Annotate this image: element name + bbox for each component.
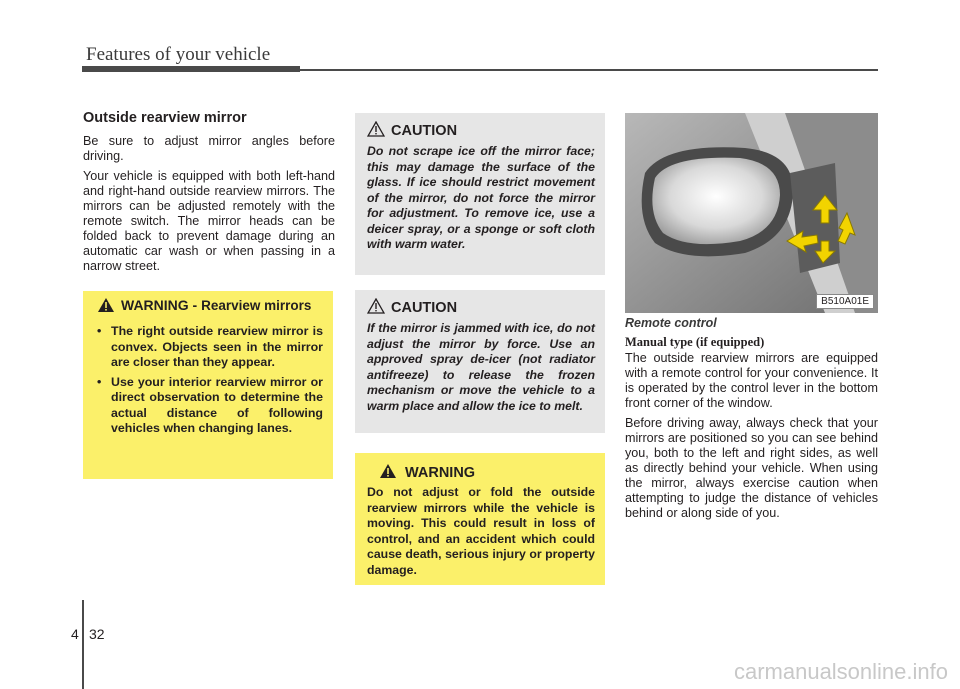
- mirror-illustration: [625, 113, 878, 313]
- footer-rule: [82, 600, 84, 689]
- warning-box-rearview: [83, 291, 333, 479]
- body-paragraph: Be sure to adjust mirror angles before driving.: [83, 134, 335, 163]
- caution-heading: [367, 121, 595, 141]
- warning-heading: [367, 463, 595, 483]
- subsection-subheading: Manual type (if equipped): [625, 335, 765, 349]
- caution-text: If the mirror is jammed with ice, do not adjust the mirror by force. Use an approved spray de-icer (not radiator antifreeze) to release the frozen mechanism or move the vehicle to a warm place and allow the ice to melt.: [367, 321, 595, 413]
- warning-subtitle: Rearview mirrors: [201, 298, 312, 313]
- warning-text: Do not adjust or fold the outside rearview mirrors while the vehicle is moving. This could result in loss of control, and an accident which could cause death, serious injury or property damage.: [367, 485, 595, 577]
- caution-text: Do not scrape ice off the mirror face; this may damage the surface of the glass. If ice should restrict movement of the mirror, do not force the mirror for adjustment. To remove ice, use a deicer spray, or a sponge or soft cloth with warm water.: [367, 144, 595, 251]
- warning-heading: [97, 297, 323, 316]
- caution-triangle-icon: [367, 121, 385, 141]
- header-rule-thin: [300, 69, 878, 71]
- left-column: [83, 110, 335, 279]
- page-number: 32: [89, 626, 105, 642]
- caution-triangle-icon: [367, 298, 385, 318]
- list-item: • Use your interior rearview mirror or direct observation to determine the actual distance of following vehicles when changing lanes.: [97, 375, 323, 437]
- chapter-number: 4: [71, 626, 79, 642]
- caution-title: CAUTION: [391, 300, 458, 316]
- watermark: carmanualsonline.info: [733, 659, 948, 684]
- caution-title: CAUTION: [391, 123, 458, 139]
- warning-box-moving: [355, 453, 605, 585]
- image-caption: B510A01E: [816, 294, 874, 309]
- subsection-heading: Remote control: [625, 316, 717, 330]
- warning-triangle-icon: [379, 463, 397, 483]
- right-column: [625, 316, 878, 526]
- mirror-photo: [625, 113, 878, 313]
- body-paragraph: Before driving away, always check that your mirrors are positioned so you can see behind you, both to the left and right sides, as well as directly behind your vehicle. When using the mirror, always exercise caution when attempting to judge the distance of vehicles behind or along side of you.: [625, 416, 878, 520]
- body-paragraph: Your vehicle is equipped with both left-hand and right-hand outside rearview mirrors. The mirrors can be adjusted remotely with the remote switch. The mirror heads can be folded back to prevent damage during an automatic car wash or when passing in a narrow street.: [83, 169, 335, 273]
- page-title: Features of your vehicle: [86, 44, 271, 65]
- caution-heading: [367, 298, 595, 318]
- header-rule-thick: [82, 66, 300, 72]
- caution-box-ice: [355, 113, 605, 275]
- warning-list: [97, 324, 323, 437]
- warning-triangle-icon: [97, 297, 115, 316]
- caution-box-jammed: [355, 290, 605, 433]
- section-heading: Outside rearview mirror: [83, 110, 247, 126]
- body-paragraph: The outside rearview mirrors are equipped with a remote control for your convenience. It is operated by the control lever in the bottom front corner of the window.: [625, 351, 878, 410]
- warning-label: WARNING -: [121, 297, 202, 313]
- warning-title: WARNING: [405, 465, 476, 481]
- list-item: • The right outside rearview mirror is convex. Objects seen in the mirror are closer than they appear.: [97, 324, 323, 371]
